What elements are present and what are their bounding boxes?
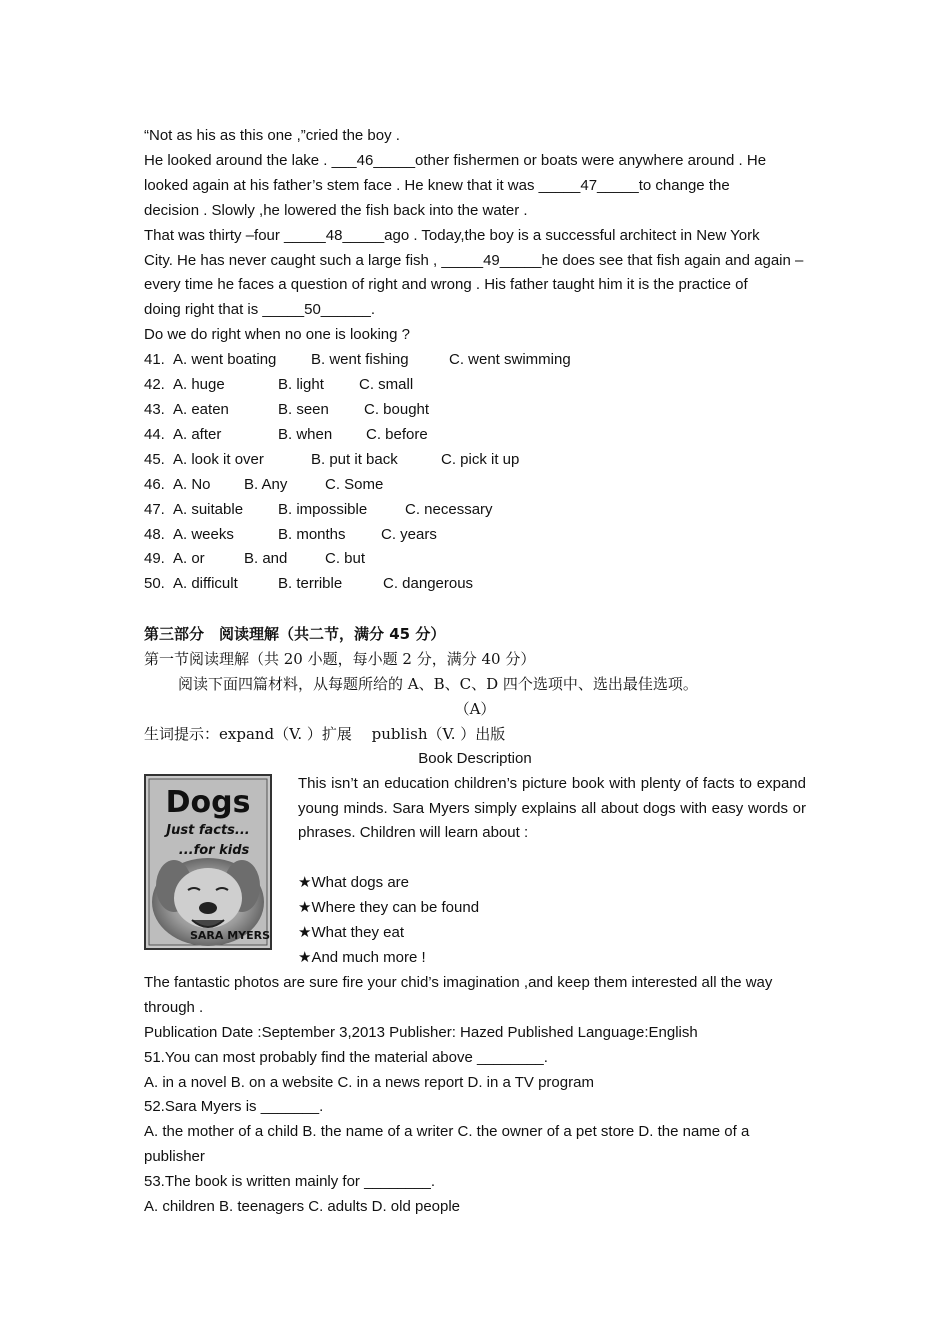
book-intro: This isn’t an education children’s picture book with plenty of facts to expand young minds. Sara Myers simply explains all about dogs with easy words or phrases. Children will learn about : [298, 774, 806, 842]
cover-title: Dogs [165, 784, 251, 820]
option-b: B. put it back [311, 450, 398, 468]
option-a: A. weeks [173, 525, 234, 543]
question-number: 48. [144, 525, 165, 543]
option-b: B. months [278, 525, 346, 543]
book-cover-image [144, 774, 272, 950]
cloze-item [144, 498, 806, 523]
cover-author: SARA MYERS [189, 928, 271, 942]
section-subtitle: 第一节阅读理解（共 20 小题，每小题 2 分，满分 40 分） [144, 650, 536, 669]
option-c: C. dangerous [383, 575, 474, 593]
section-title: 第三部分 阅读理解（共二节，满分 45 分） [144, 625, 446, 644]
option-c: C. before [366, 425, 428, 443]
document-page [144, 124, 806, 1220]
option-a: A. or [173, 550, 205, 568]
option-c: C. went swimming [449, 351, 571, 369]
story-line: doing right that is _____50______. [144, 301, 376, 319]
publication-info: Publication Date :September 3,2013 Publisher: Hazed Published Language:English [144, 1023, 698, 1041]
option-c: C. but [325, 550, 366, 568]
option-a: A. eaten [173, 400, 229, 418]
book-description-heading: Book Description [418, 749, 532, 767]
option-b: B. and [244, 550, 288, 568]
option-c: C. pick it up [441, 450, 520, 468]
option-b: B. seen [278, 400, 329, 418]
cover-subtitle-1: Just facts... [166, 822, 250, 838]
cloze-item [144, 348, 806, 373]
section-instruction: 阅读下面四篇材料，从每题所给的 A、B、C、D 四个选项中、选出最佳选项。 [178, 675, 698, 694]
cloze-item [144, 373, 806, 398]
story-line: every time he faces a question of right and wrong . His father taught him it is the practice of [144, 276, 748, 294]
story-line: That was thirty –four _____48_____ago . Today,the boy is a successful architect in New York [144, 226, 760, 244]
option-b: B. light [278, 376, 324, 394]
question-number: 46. [144, 475, 165, 493]
option-a: A. huge [173, 376, 225, 394]
question-number: 42. [144, 376, 165, 394]
vocabulary-hint: 生词提示：expand（V. ）扩展 publish（V. ）出版 [144, 724, 506, 743]
book-closing: The fantastic photos are sure fire your chid’s imagination ,and keep them interested all the way through . [144, 973, 773, 1016]
question-number: 43. [144, 400, 165, 418]
reading-questions [144, 1046, 806, 1220]
question-stem: 53.The book is written mainly for ________. [144, 1173, 435, 1191]
cloze-item [144, 423, 806, 448]
option-c: C. small [359, 376, 414, 394]
question-stem: 51.You can most probably find the material above ________. [144, 1048, 548, 1066]
bullet-item: ★Where they can be found [298, 899, 480, 917]
book-block [144, 772, 806, 971]
story-text [144, 124, 806, 348]
story-line: He looked around the lake . ___46_____other fishermen or boats were anywhere around . He [144, 151, 767, 169]
question-options: A. children B. teenagers C. adults D. old people [144, 1198, 461, 1216]
question-number: 45. [144, 450, 165, 468]
bullet-item: ★And much more ! [298, 949, 426, 966]
cloze-item [144, 547, 806, 572]
option-b: B. went fishing [311, 351, 409, 369]
option-c: C. necessary [405, 500, 493, 518]
cloze-item [144, 572, 806, 597]
question-number: 47. [144, 500, 165, 518]
cloze-item [144, 523, 806, 548]
question-options: A. the mother of a child B. the name of a writer C. the owner of a pet store D. the name of a publisher [144, 1123, 750, 1166]
question-number: 50. [144, 575, 165, 593]
bullet-item: ★What dogs are [298, 874, 409, 892]
option-c: C. bought [364, 400, 430, 418]
question-stem: 52.Sara Myers is _______. [144, 1098, 324, 1116]
option-b: B. when [278, 425, 333, 443]
option-a: A. after [173, 425, 222, 443]
story-line: City. He has never caught such a large fish , _____49_____he does see that fish again and again – [144, 251, 804, 269]
cloze-item [144, 398, 806, 423]
option-a: A. difficult [173, 575, 238, 593]
book-description [298, 772, 806, 971]
cloze-item [144, 473, 806, 498]
option-b: B. Any [244, 475, 288, 493]
cloze-item [144, 448, 806, 473]
story-line: looked again at his father’s stem face . He knew that it was _____47_____to change the [144, 176, 730, 194]
option-c: C. years [381, 525, 437, 543]
story-line: “Not as his as this one ,”cried the boy . [144, 127, 400, 144]
story-line: decision . Slowly ,he lowered the fish back into the water . [144, 201, 528, 219]
passage-label: （A） [454, 699, 496, 718]
option-a: A. No [173, 475, 211, 493]
question-number: 41. [144, 351, 165, 369]
question-options: A. in a novel B. on a website C. in a news report D. in a TV program [144, 1073, 594, 1091]
cover-subtitle-2: ...for kids [178, 842, 250, 858]
option-a: A. went boating [173, 351, 277, 369]
cloze-options [144, 348, 806, 597]
option-a: A. look it over [173, 450, 264, 468]
story-line: Do we do right when no one is looking ? [144, 326, 411, 344]
option-b: B. terrible [278, 575, 343, 593]
bullet-item: ★What they eat [298, 924, 404, 942]
dog-photo-icon [144, 774, 272, 950]
option-a: A. suitable [173, 500, 244, 518]
question-number: 49. [144, 550, 165, 568]
option-b: B. impossible [278, 500, 368, 518]
question-number: 44. [144, 425, 165, 443]
option-c: C. Some [325, 475, 384, 493]
